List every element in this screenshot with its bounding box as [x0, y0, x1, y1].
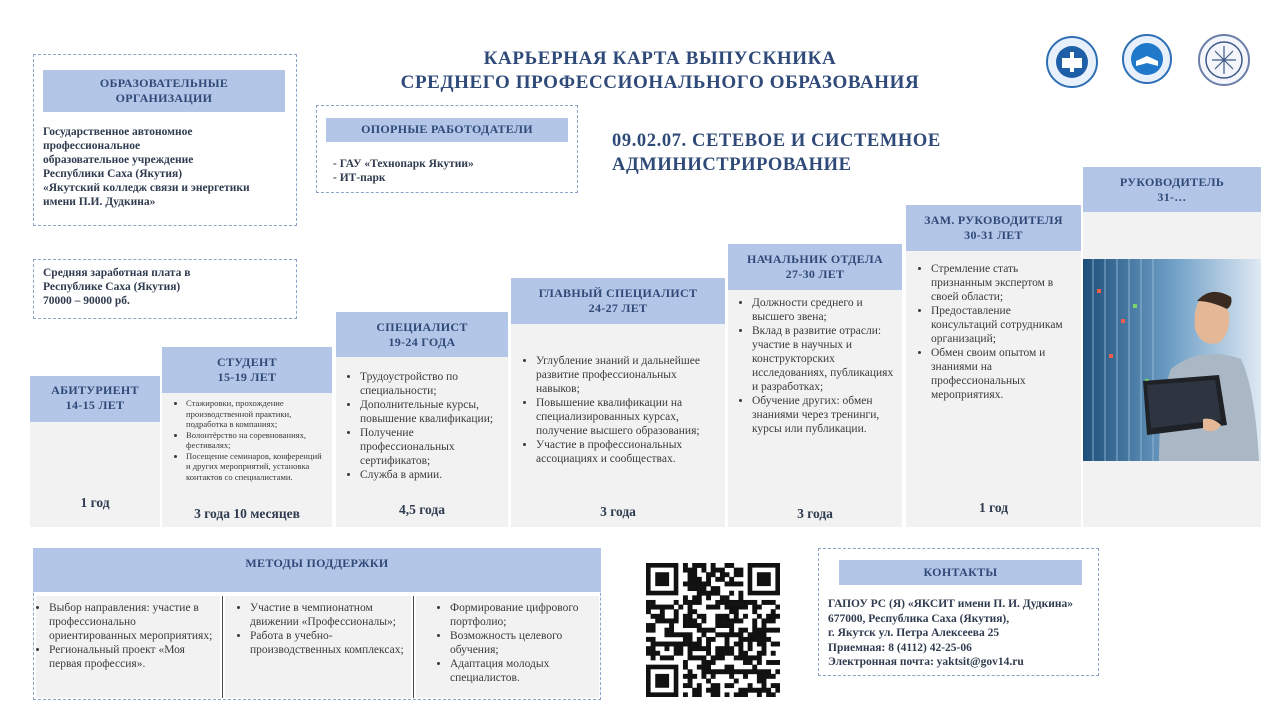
- step-item: • Трудоустройство по специальности;: [360, 370, 504, 398]
- salary-panel: [33, 259, 297, 319]
- step-item: • Предоставление консультаций сотрудникам организаций;: [931, 304, 1077, 346]
- step-title: АБИТУРИЕНТ: [51, 383, 139, 397]
- step-item: • Посещение семинаров, конференций и других мероприятий, установка контактов со специалистами.: [186, 451, 328, 483]
- edu-orgs-line: Республики Саха (Якутия): [43, 168, 183, 180]
- contacts-text: [828, 597, 1096, 670]
- contact-email[interactable]: Электронная почта: yaktsit@gov14.ru: [828, 656, 1024, 668]
- step-item: • Волонтёрство на соревнованиях, фестивалях;: [186, 430, 328, 451]
- step-duration: 3 года 10 месяцев: [194, 506, 300, 521]
- education-logo-icon: [1122, 34, 1172, 84]
- step-item: • Вклад в развитие отрасли: участие в научных и конструкторских исследованиях, публикациях и разработках;: [752, 324, 898, 394]
- step-title: СТУДЕНТ: [217, 355, 277, 369]
- step-chief-specialist-header: [511, 278, 725, 324]
- step-item: • Участие в профессиональных ассоциациях и сообществах.: [536, 438, 718, 466]
- page-title: [380, 47, 940, 95]
- step-title: ГЛАВНЫЙ СПЕЦИАЛИСТ: [538, 286, 698, 300]
- title-line-2: СРЕДНЕГО ПРОФЕССИОНАЛЬНОГО ОБРАЗОВАНИЯ: [400, 72, 920, 93]
- edu-orgs-text: [43, 125, 293, 209]
- qr-code-icon[interactable]: [646, 563, 780, 697]
- step-item: • Углубление знаний и дальнейшее развитие профессиональных навыков;: [536, 354, 718, 396]
- edu-orgs-line: образовательное учреждение: [43, 154, 194, 166]
- salary-line: Республике Саха (Якутия): [43, 281, 181, 293]
- title-line-1: КАРЬЕРНАЯ КАРТА ВЫПУСКНИКА: [483, 48, 837, 69]
- step-item: • Стажировки, прохождение производственной практики, подработка в компаниях;: [186, 398, 328, 430]
- step-item: • Повышение квалификации на специализированных курсах, получение высшего образования;: [536, 396, 718, 438]
- contact-org: ГАПОУ РС (Я) «ЯКСИТ имени П. И. Дудкина»: [828, 598, 1073, 610]
- support-item: • Региональный проект «Моя первая профессия».: [49, 643, 218, 671]
- edu-orgs-line: имени П.И. Дудкина»: [43, 196, 156, 208]
- step-age: 14-15 ЛЕТ: [65, 398, 125, 412]
- ministry-logo-icon: [1046, 36, 1098, 88]
- specialty-line1: 09.02.07. СЕТЕВОЕ И СИСТЕМНОЕ: [612, 131, 941, 151]
- salary-line: Средняя заработная плата в: [43, 267, 191, 279]
- edu-orgs-line: профессиональное: [43, 140, 141, 152]
- step-abiturient-header: [30, 376, 160, 422]
- step-duration: 1 год: [80, 495, 110, 510]
- contacts-header: КОНТАКТЫ: [839, 560, 1082, 585]
- step-age: 24-27 ЛЕТ: [588, 301, 648, 315]
- contact-phone[interactable]: Приемная: 8 (4112) 42-25-06: [828, 641, 972, 654]
- step-department-head-header: [728, 244, 902, 290]
- step-duration: 3 года: [797, 506, 833, 521]
- step-title: ЗАМ. РУКОВОДИТЕЛЯ: [924, 213, 1063, 227]
- step-duration: 4,5 года: [399, 502, 445, 517]
- support-item: • Формирование цифрового портфолио;: [450, 601, 596, 629]
- step-age: 19-24 ГОДА: [388, 335, 456, 349]
- step-item: • Обмен своим опытом и знаниями на профессиональных мероприятиях.: [931, 346, 1077, 402]
- step-title: СПЕЦИАЛИСТ: [376, 320, 468, 334]
- specialty-line2: АДМИНИСТРИРОВАНИЕ: [612, 155, 852, 175]
- step-age: 27-30 ЛЕТ: [785, 267, 845, 281]
- edu-orgs-line: Государственное автономное: [43, 126, 193, 138]
- employers-list: [333, 157, 573, 185]
- employer-item: - ГАУ «Технопарк Якутии»: [333, 158, 474, 170]
- step-student-list: [172, 398, 328, 482]
- edu-orgs-header-line2: ОРГАНИЗАЦИИ: [115, 91, 213, 105]
- contact-street: г. Якутск ул. Петра Алексеева 25: [828, 627, 1000, 639]
- step-duration: 1 год: [978, 500, 1009, 515]
- edu-orgs-line: «Якутский колледж связи и энергетики: [43, 182, 250, 194]
- support-col-2-list: [234, 601, 406, 657]
- support-item: • Выбор направления: участие в профессионально ориентированных мероприятиях;: [49, 601, 218, 643]
- edu-orgs-header: [43, 70, 285, 112]
- support-item: • Адаптация молодых специалистов.: [450, 657, 596, 685]
- salary-line: 70000 – 90000 рб.: [43, 295, 130, 307]
- step-title: РУКОВОДИТЕЛЬ: [1119, 175, 1225, 189]
- employer-item: - ИТ-парк: [333, 172, 386, 184]
- employers-header: ОПОРНЫЕ РАБОТОДАТЕЛИ: [326, 118, 568, 142]
- step-chief-specialist-list: [522, 354, 718, 466]
- step-abiturient-column: [30, 422, 160, 527]
- step-student-header: [162, 347, 332, 393]
- support-divider: [222, 596, 223, 698]
- contact-address: 677000, Республика Саха (Якутия),: [828, 612, 1010, 625]
- step-head-header: [1083, 167, 1261, 212]
- step-item: • Должности среднего и высшего звена;: [752, 296, 898, 324]
- specialist-photo: [1083, 259, 1261, 461]
- step-item: • Служба в армии.: [360, 468, 504, 482]
- step-age: 31-…: [1157, 190, 1187, 204]
- support-divider: [413, 596, 414, 698]
- support-item: • Работа в учебно-производственных комплексах;: [250, 629, 406, 657]
- step-item: • Обучение других: обмен знаниями через тренинги, курсы или публикации.: [752, 394, 898, 436]
- step-specialist-list: [346, 370, 504, 482]
- specialty-title: [612, 129, 1052, 177]
- support-col-1-list: [40, 601, 218, 671]
- step-specialist-header: [336, 312, 508, 357]
- support-item: • Возможность целевого обучения;: [450, 629, 596, 657]
- step-item: • Стремление стать признанным экспертом в своей области;: [931, 262, 1077, 304]
- step-item: • Получение профессиональных сертификатов;: [360, 426, 504, 468]
- edu-orgs-header-line1: ОБРАЗОВАТЕЛЬНЫЕ: [99, 76, 229, 90]
- step-age: 30-31 ЛЕТ: [964, 228, 1023, 242]
- step-title: НАЧАЛЬНИК ОТДЕЛА: [747, 252, 883, 266]
- step-department-head-list: [738, 296, 898, 436]
- step-deputy-head-header: [906, 205, 1081, 251]
- support-item: • Участие в чемпионатном движении «Профессионалы»;: [250, 601, 406, 629]
- step-duration: 3 года: [600, 504, 636, 519]
- support-header: МЕТОДЫ ПОДДЕРЖКИ: [33, 548, 601, 592]
- step-age: 15-19 ЛЕТ: [217, 370, 277, 384]
- step-deputy-head-list: [917, 262, 1077, 402]
- support-col-3-list: [424, 601, 596, 685]
- college-emblem-icon: [1198, 34, 1250, 86]
- step-item: • Дополнительные курсы, повышение квалификации;: [360, 398, 504, 426]
